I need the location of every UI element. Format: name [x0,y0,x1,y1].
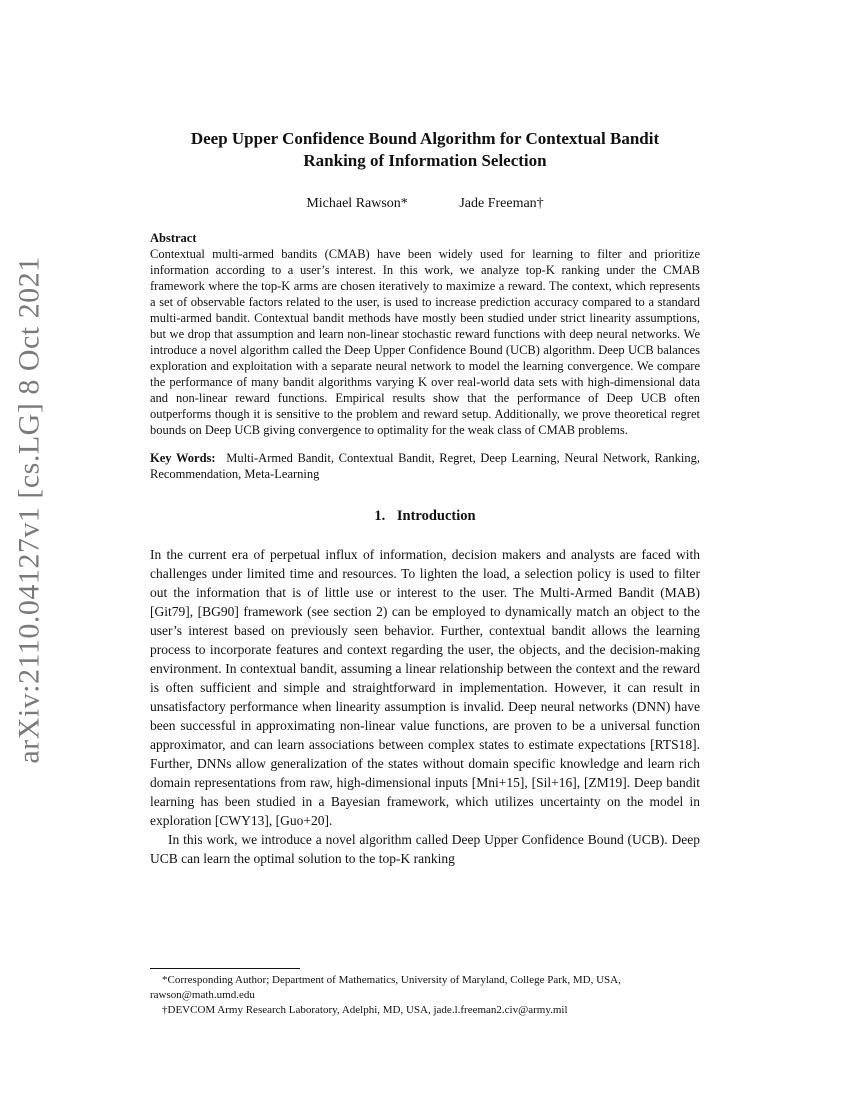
paper-title-line-1: Deep Upper Confidence Bound Algorithm for Contextual Bandit [190,129,660,148]
footnote-devcom: †DEVCOM Army Research Laboratory, Adelphi, MD, USA, jade.l.freeman2.civ@army.mil [162,1004,568,1016]
footnote-rule [150,968,300,969]
abstract-text: Contextual multi-armed bandits (CMAB) have been widely used for learning to filter and prioritize information according to a user’s interest. In this work, we analyze top-K ranking under the CMAB framework where the top-K arms are chosen iteratively to maximize a reward. The context, which represents a set of observable factors related to the user, is used to increase prediction accuracy compared to a standard multi-armed bandit. Contextual bandit methods have mostly been studied under strict linearity assumptions, but we drop that assumption and learn non-linear stochastic reward functions with deep neural networks. We introduce a novel algorithm called the Deep Upper Confidence Bound (UCB) algorithm. Deep UCB balances exploration and exploitation with a separate neural network to model the learning convergence. We compare the performance of many bandit algorithms varying K over real-world data sets with high-dimensional data and non-linear reward functions. Empirical results show that the performance of Deep UCB often outperforms though it is sensitive to the problem and reward setup. Additionally, we prove theoretical regret bounds on Deep UCB giving convergence to optimality for the weak class of CMAB problems. [150,247,700,437]
footnotes [150,968,700,1018]
keywords-block [150,450,700,482]
section-heading-introduction [150,508,700,525]
section-title: Introduction [396,508,476,524]
arxiv-sidebar-stamp [0,256,60,764]
intro-paragraph-2: In this work, we introduce a novel algorithm called Deep Upper Confidence Bound (UCB). Deep UCB can learn the optimal solution to the top-K ranking [150,832,700,866]
paper-page [150,128,700,868]
section-number: 1. [374,508,386,524]
author-rawson: Michael Rawson* [306,196,408,211]
paper-title-line-2: Ranking of Information Selection [303,151,547,170]
intro-paragraph-1: In the current era of perpetual influx of information, decision makers and analysts are faced with challenges under limited time and resources. To lighten the load, a selection policy is used to filter out the information that is of little use or interest to the user. The Multi-Armed Bandit (MAB) [Git79], [BG90] framework (see section 2) can be employed to dynamically match an object to the user’s interest based on previously seen behavior. Further, contextual bandit allows the learning process to incorporate features and context regarding the user, the objects, and the decision-making environment. In contextual bandit, assuming a linear relationship between the context and the reward is often sufficient and simple and straightforward in implementation. However, it can result in unsatisfactory performance when linearity assumption is invalid. Deep neural networks (DNN) have been successful in approximating non-linear value functions, are proven to be a universal function approximator, and can learn associations between complex states to estimate expectations [RTS18]. Further, DNNs allow generalization of the states without domain specific knowledge and learn rich domain representations from raw, high-dimensional inputs [Mni+15], [Sil+16], [ZM19]. Deep bandit learning has been studied in a Bayesian framework, which utilizes uncertainty on the model in exploration [CWY13], [Guo+20]. [150,547,700,828]
paper-title [150,128,700,172]
abstract-heading: Abstract [150,231,197,245]
footnote-corresponding-author: *Corresponding Author; Department of Mathematics, University of Maryland, College Park, MD, USA, rawson@math.umd.edu [150,974,621,1001]
keywords-text: Multi-Armed Bandit, Contextual Bandit, Regret, Deep Learning, Neural Network, Ranking, Recommendation, Meta-Learning [150,451,700,481]
keywords-label: Key Words: [150,451,216,465]
author-list [150,196,700,212]
abstract-block [150,230,700,438]
arxiv-identifier: arXiv:2110.04127v1 [cs.LG] 8 Oct 2021 [13,256,46,764]
author-freeman: Jade Freeman† [459,196,544,211]
